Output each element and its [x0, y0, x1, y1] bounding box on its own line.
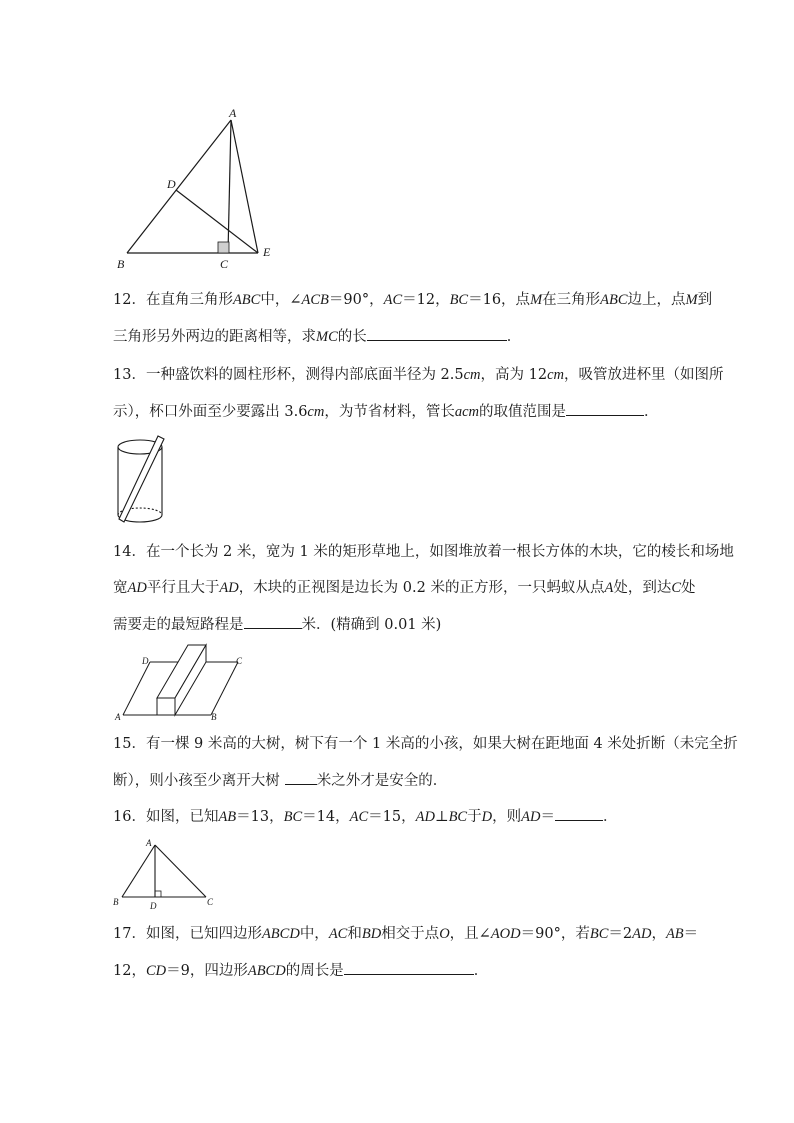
- label-d: D: [142, 656, 149, 666]
- q12-line1: 12．在直角三角形ABC中，∠ACB＝90°，AC＝12，BC＝16，点M在三角形ABC边上，点M到: [113, 292, 713, 308]
- lawn-block-figure: [110, 640, 260, 730]
- q13-answer-blank[interactable]: [566, 401, 644, 416]
- q16-number: 16．: [113, 809, 146, 825]
- q15-line1: 15．有一棵 9 米高的大树，树下有一个 1 米高的小孩，如果大树在距地面 4 米处折断（未完全折: [113, 736, 738, 752]
- segment-ae: [231, 120, 258, 253]
- q13-line2: 示），杯口外面至少要露出 3.6cm，为节省材料，管长acm的取值范围是 ．: [113, 401, 659, 422]
- label-b: B: [117, 257, 125, 271]
- q17-line1: 17．如图，已知四边形ABCD中，AC和BD相交于点O，且∠AOD＝90°，若BC＝2AD，AB＝: [113, 926, 699, 942]
- q17-number: 17．: [113, 926, 146, 942]
- segment-ab: [122, 845, 155, 897]
- label-e: E: [263, 245, 271, 259]
- straw: [119, 436, 164, 522]
- triangle-figure-ade: [108, 100, 288, 275]
- label-a: A: [229, 106, 237, 120]
- label-a: A: [115, 712, 121, 722]
- segment-ab: [127, 120, 231, 253]
- cylinder-straw-figure: [112, 432, 172, 528]
- label-d: D: [167, 177, 176, 191]
- q15-number: 15．: [113, 736, 146, 752]
- q17-answer-blank[interactable]: [344, 960, 474, 975]
- segment-ac: [228, 120, 231, 253]
- segment-de: [176, 190, 258, 253]
- q14-answer-blank[interactable]: [244, 614, 302, 629]
- segment-ac: [155, 845, 206, 897]
- label-c: C: [207, 897, 214, 907]
- right-angle-marker: [218, 242, 229, 253]
- label-b: B: [113, 897, 119, 907]
- q12-answer-blank[interactable]: [367, 326, 507, 341]
- label-c: C: [236, 656, 243, 666]
- q15-answer-blank[interactable]: [285, 770, 317, 785]
- q14-line3: 需要走的最短路程是 米．(精确到 0.01 米): [113, 614, 441, 635]
- q13-line1: 13．一种盛饮料的圆柱形杯，测得内部底面半径为 2.5cm，高为 12cm，吸管放进杯里（如图所: [113, 367, 724, 383]
- q14-line2: 宽AD平行且大于AD，木块的正视图是边长为 0.2 米的正方形，一只蚂蚁从点A处，到达C处: [113, 580, 696, 596]
- label-a: A: [146, 838, 152, 848]
- lawn-left-edge: [123, 662, 150, 715]
- q16-line1: 16．如图，已知AB＝13，BC＝14，AC＝15，AD⊥BC于D，则AD＝ ．: [113, 806, 617, 827]
- block-front-face: [157, 698, 175, 715]
- label-d: D: [150, 901, 157, 911]
- q17-line2: 12，CD＝9，四边形ABCD的周长是 ．: [113, 960, 488, 981]
- q12-line2: 三角形另外两边的距离相等，求MC的长 ．: [113, 326, 521, 347]
- q15-line2: 断），则小孩至少离开大树 米之外才是安全的．: [113, 770, 447, 791]
- label-b: B: [211, 712, 217, 722]
- q14-line1: 14．在一个长为 2 米，宽为 1 米的矩形草地上，如图堆放着一根长方体的木块，它的棱长和场地: [113, 544, 734, 560]
- q16-answer-blank[interactable]: [555, 806, 603, 821]
- q12-number: 12．: [113, 292, 146, 308]
- label-c: C: [220, 257, 229, 271]
- lawn-right-edge: [211, 662, 238, 715]
- q13-number: 13．: [113, 367, 146, 383]
- triangle-altitude-figure: [110, 833, 220, 913]
- q14-number: 14．: [113, 544, 146, 560]
- right-angle-marker: [155, 891, 161, 897]
